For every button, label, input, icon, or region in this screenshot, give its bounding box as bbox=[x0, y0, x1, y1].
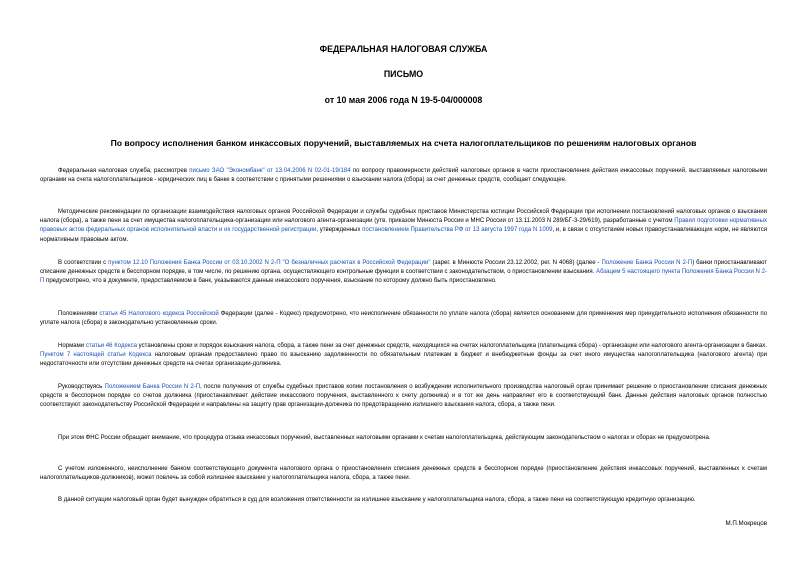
paragraph-text: Методические рекомендации по организации взаимодействия налоговых органов Российской Федерации и службы судебных приставов Министерства юстиции Российской Федерации при исполнении постановлений налоговых органов о взыскании налога (сбора), а также пени за счет имущества налогоплательщика-организации или налогового агента-организации (утв. приказом Минюста России и МНС России от 13.11.2003 N 289/БГ-3-29/619), разработанные с учетом bbox=[40, 209, 767, 225]
reference-link[interactable]: Абзацем 5 настоящего пункта Положения Банка России N 2-П bbox=[40, 269, 768, 285]
paragraph-text: , после получения от службы судебных приставов копии постановления о возбуждении исполнительного производства налоговый орган принимает решение о приостановлении списания денежных средств в бесспорном порядке со счетов должника (приостанавливает действие инкассового поручения, выставленного к счету должника) и в тот же день направляет его в соответствующий банк. Данные действия налоговых органов полностью соответствуют законодательству Российской Федерации и направлены на защиту прав организации-должника по предотвращению излишнего взыскания налога, сбора, а также пени. bbox=[40, 384, 767, 409]
paragraph-text: С учетом изложенного, неисполнение банком соответствующего документа налогового органа о приостановлении списания денежных средств в бесспорном порядке (приостановление действия инкассовых поручений, выставленных к счетам налогоплательщиков-должников), может повлечь за собой излишнее взыскание у налогоплательщика налога, сбора, а также пени. bbox=[40, 466, 767, 482]
agency-title: ФЕДЕРАЛЬНАЯ НАЛОГОВАЯ СЛУЖБА bbox=[319, 44, 488, 54]
paragraph-text: В данной ситуации налоговый орган будет вынужден обратиться в суд для возложения ответственности за излишнее взыскание у налогоплательщика налога, сбора, а также пени на соответствующую кредитную организацию. bbox=[58, 497, 696, 503]
signature: М.П.Мокрецов bbox=[725, 520, 767, 527]
paragraph-text: Нормами bbox=[58, 343, 86, 349]
paragraph-8 bbox=[40, 465, 767, 483]
paragraph-text: При этом ФНС России обращает внимание, что процедура отзыва инкассовых поручений, выставленных налоговыми органами к счетам налогоплательщика, действующим законодательством о налогах и сборах не предусмотрена. bbox=[58, 435, 711, 441]
paragraph-5 bbox=[40, 342, 767, 370]
paragraph-3 bbox=[40, 259, 767, 287]
paragraph-2 bbox=[40, 208, 767, 245]
paragraph-text: (зарег. в Минюсте России 23.12.2002, рег. N 4068) (далее - bbox=[430, 260, 602, 266]
paragraph-text: налоговым органам предоставлено право по взысканию задолженности по обязательным платежам в бюджет и внебюджетные фонды за счет иного имущества налогоплательщика (налогового агента) при недостаточности или отсутствии денежных средств на счетах организации-должника. bbox=[40, 352, 768, 368]
reference-link[interactable]: постановлением Правительства РФ от 13 августа 1997 года N 1009 bbox=[362, 227, 553, 234]
paragraph-1 bbox=[40, 167, 767, 185]
doc-type: ПИСЬМО bbox=[383, 69, 424, 79]
reference-link[interactable]: Пунктом 7 настоящей статьи Кодекса bbox=[40, 352, 152, 359]
paragraph-text: Положениями bbox=[58, 311, 100, 317]
paragraph-text: установлены сроки и порядок взыскания налога, сбора, а также пени за счет денежных средств, находящихся на счетах налогоплательщика (плательщика сбора) - организации или налогового агента-организации в банках. bbox=[136, 343, 767, 349]
reference-link[interactable]: статьи 45 Налогового кодекса Российской bbox=[99, 311, 219, 317]
paragraph-4 bbox=[40, 310, 767, 328]
doc-subject: По вопросу исполнения банком инкассовых поручений, выставляемых на счета налогоплательщиков по решениям налоговых органов bbox=[110, 138, 697, 148]
paragraph-9 bbox=[40, 496, 767, 505]
reference-link[interactable]: Правил подготовки нормативных правовых актов федеральных органов исполнительной власти и их государственной регистрации bbox=[40, 218, 767, 234]
paragraph-text: Федерации (далее - Кодекс) предусмотрено, что неисполнение обязанности по уплате налога (сбора) является основанием для применения мер принудительного исполнения обязанности по уплате налога (сбора) в законодательно установленные сроки. bbox=[40, 311, 767, 327]
paragraph-text: ) банки приостанавливают списание денежных средств в бесспорном порядке, в том числе, по решению органа, осуществляющего контрольные функции в соответствии с законодательством, о приостановлении взыскания. bbox=[40, 260, 768, 276]
reference-link[interactable]: Положение Банка России N 2-П bbox=[601, 260, 693, 266]
paragraph-text: , утвержденных bbox=[316, 227, 363, 234]
paragraph-text: по вопросу правомерности действий налоговых органов в части приостановления действия инкассовых поручений, выставляемых налоговыми органами на счета налогоплательщиков - юридических лиц в банке в соответствии с принятыми решениями о взыскании налога (сбора) за счет денежных средств, сообщает следующее. bbox=[40, 168, 767, 184]
reference-link[interactable]: пунктом 12.10 Положения Банка России от 03.10.2002 N 2-П "О безналичных расчетах в Российской Федерации" bbox=[108, 260, 431, 266]
paragraph-text: , и, в связи с отсутствием новых правоустанавливающих норм, не являются нормативным правовым актом. bbox=[40, 227, 767, 243]
paragraph-text: В соответствии с bbox=[58, 260, 109, 266]
paragraph-text: предусмотрено, что в документе, предоставляемом в банк, указываются данные инкассового поручения, взыскание по которому должно быть приостановлено. bbox=[44, 278, 497, 285]
paragraph-7 bbox=[40, 434, 767, 443]
doc-date-number: от 10 мая 2006 года N 19-5-04/000008 bbox=[324, 95, 483, 105]
reference-link[interactable]: статьи 46 Кодекса bbox=[85, 343, 137, 349]
paragraph-6 bbox=[40, 383, 767, 411]
paragraph-text: Федеральная налоговая служба, рассмотрев bbox=[58, 168, 190, 174]
reference-link[interactable]: Положением Банка России N 2-П bbox=[104, 384, 201, 390]
reference-link[interactable]: письмо ЗАО "Экономбанк" от 13.04.2006 N 02-01-19/184 bbox=[189, 168, 351, 174]
paragraph-text: Руководствуясь bbox=[58, 384, 105, 390]
